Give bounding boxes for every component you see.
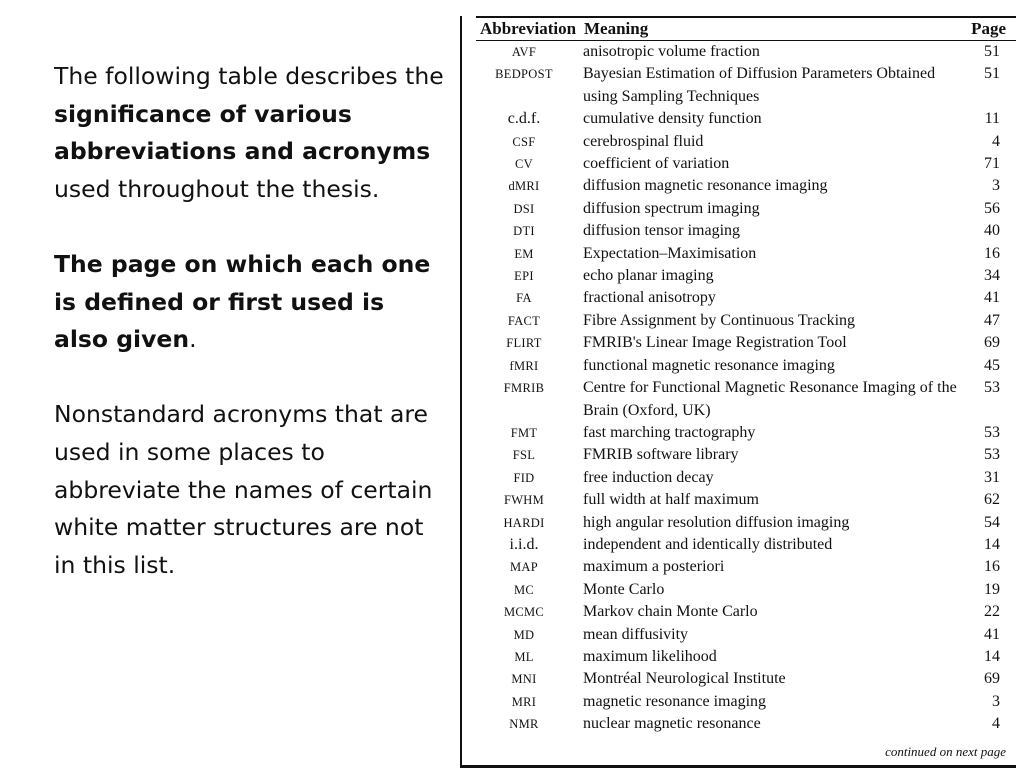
row-page: 11	[984, 110, 1000, 128]
row-meaning: echo planar imaging	[583, 267, 714, 285]
table-row	[460, 489, 1016, 511]
table-row	[460, 355, 1016, 377]
row-meaning: anisotropic volume fraction	[583, 43, 760, 60]
row-abbreviation: MC	[513, 582, 535, 597]
row-page: 47	[984, 311, 1000, 329]
row-meaning: Fibre Assignment by Continuous Tracking	[583, 311, 856, 329]
description-paragraph-1	[54, 58, 444, 208]
row-abbreviation: DSI	[513, 201, 535, 216]
table-row	[460, 377, 1016, 422]
row-page: 14	[984, 647, 1000, 665]
row-abbreviation: MAP	[510, 560, 538, 575]
p1-bold-text: significance of various abbreviations and acronyms	[54, 99, 431, 166]
table-row	[460, 63, 1016, 108]
row-page: 14	[984, 535, 1000, 553]
row-page: 51	[984, 65, 1000, 83]
row-page: 53	[984, 423, 1000, 441]
row-meaning: Montréal Neurological Institute	[583, 670, 786, 688]
row-page: 45	[984, 356, 1000, 374]
p1-text-before: The following table describes the	[54, 62, 444, 90]
row-meaning: nuclear magnetic resonance	[583, 715, 761, 733]
table-row	[460, 668, 1016, 690]
row-abbreviation: MNI	[511, 672, 537, 687]
row-abbreviation: EPI	[514, 269, 534, 284]
row-meaning: independent and identically distributed	[583, 535, 833, 553]
row-meaning: magnetic resonance imaging	[583, 692, 767, 710]
header-abbreviation: Abbreviation	[480, 19, 577, 38]
row-page: 62	[984, 491, 1000, 509]
row-abbreviation: FLIRT	[506, 336, 542, 351]
row-meaning: Centre for Functional Magnetic Resonance Imaging of the Brain (Oxford, UK)	[583, 379, 957, 419]
row-meaning: cerebrospinal fluid	[583, 132, 704, 150]
header-page: Page	[971, 19, 1006, 38]
row-abbreviation: FMT	[510, 425, 538, 440]
row-abbreviation: dMRI	[508, 179, 540, 194]
row-meaning: cumulative density function	[583, 110, 762, 128]
row-meaning: Expectation–Maximisation	[583, 244, 757, 262]
row-meaning: fractional anisotropy	[583, 289, 716, 307]
row-page: 51	[984, 43, 1000, 60]
row-page: 40	[984, 222, 1000, 240]
table-row	[460, 243, 1016, 265]
table-row	[460, 624, 1016, 646]
row-meaning: full width at half maximum	[583, 491, 759, 509]
row-page: 41	[984, 289, 1000, 307]
description-paragraph-2	[54, 246, 444, 359]
row-meaning: Bayesian Estimation of Diffusion Parameters Obtained using Sampling Techniques	[583, 65, 936, 105]
row-abbreviation: c.d.f.	[507, 110, 541, 128]
row-page: 16	[984, 244, 1000, 262]
table-row	[460, 175, 1016, 197]
row-page: 69	[984, 670, 1000, 688]
row-abbreviation: FA	[516, 291, 532, 306]
row-abbreviation: DTI	[513, 224, 535, 239]
header-meaning: Meaning	[584, 19, 649, 38]
table-row	[460, 108, 1016, 130]
p2-bold-text: The page on which each one is defined or first used is also given	[54, 249, 431, 354]
row-meaning: mean diffusivity	[583, 625, 689, 643]
row-page: 16	[984, 558, 1000, 576]
row-abbreviation: FMRIB	[503, 381, 545, 396]
continued-note: continued on next page	[885, 744, 1006, 759]
row-page: 41	[984, 625, 1000, 643]
abbreviations-table	[460, 16, 1016, 768]
table-row	[460, 713, 1016, 735]
row-page: 56	[984, 199, 1000, 217]
table-row	[460, 220, 1016, 242]
table-row	[460, 579, 1016, 601]
row-page: 3	[992, 177, 1000, 195]
table-row	[460, 512, 1016, 534]
row-abbreviation: EM	[514, 246, 534, 261]
row-page: 69	[984, 334, 1000, 352]
row-abbreviation: NMR	[509, 717, 539, 732]
row-meaning: diffusion tensor imaging	[583, 222, 741, 240]
row-page: 34	[984, 267, 1000, 285]
table-row	[460, 287, 1016, 309]
row-meaning: maximum a posteriori	[583, 558, 725, 576]
row-meaning: diffusion spectrum imaging	[583, 199, 760, 217]
table-row	[460, 422, 1016, 444]
table-body	[460, 41, 1016, 736]
row-page: 53	[984, 379, 1000, 397]
p2-text-after: .	[189, 325, 197, 354]
row-meaning: Markov chain Monte Carlo	[583, 603, 758, 621]
row-meaning: FMRIB's Linear Image Registration Tool	[583, 334, 847, 352]
row-meaning: fast marching tractography	[583, 423, 756, 441]
row-abbreviation: CV	[515, 157, 533, 172]
row-page: 53	[984, 446, 1000, 464]
row-page: 19	[984, 580, 1000, 598]
table-top-rule	[476, 16, 1016, 18]
row-meaning: high angular resolution diffusion imaging	[583, 513, 850, 531]
row-meaning: maximum likelihood	[583, 647, 717, 665]
row-abbreviation: i.i.d.	[509, 535, 539, 553]
table-row	[460, 556, 1016, 578]
table-row	[460, 310, 1016, 332]
row-page: 54	[984, 513, 1000, 531]
row-abbreviation: FSL	[512, 448, 536, 463]
table-row	[460, 332, 1016, 354]
row-abbreviation: MRI	[511, 694, 537, 709]
table-row	[460, 467, 1016, 489]
row-meaning: Monte Carlo	[583, 580, 665, 598]
table-row	[460, 41, 1016, 63]
table-row	[460, 198, 1016, 220]
row-abbreviation: ML	[514, 649, 534, 664]
table-row	[460, 534, 1016, 556]
p1-text-after: used throughout the thesis.	[54, 174, 380, 203]
row-page: 3	[992, 692, 1000, 710]
row-abbreviation: AVF	[511, 45, 537, 59]
table-row	[460, 265, 1016, 287]
description-paragraph-3: Nonstandard acronyms that are used in some places to abbreviate the names of certain white matter structures are not in this list.	[54, 400, 433, 579]
row-abbreviation: FACT	[507, 313, 541, 328]
row-abbreviation: BEDPOST	[495, 67, 553, 82]
row-abbreviation: HARDI	[503, 515, 545, 530]
row-page: 71	[984, 155, 1000, 173]
description-text	[54, 58, 444, 622]
row-abbreviation: FID	[513, 470, 535, 485]
table-row	[460, 691, 1016, 713]
table-row	[460, 646, 1016, 668]
row-page: 4	[992, 715, 1000, 733]
row-page: 22	[984, 603, 1000, 621]
row-meaning: FMRIB software library	[583, 446, 739, 464]
table-row	[460, 444, 1016, 466]
row-abbreviation: CSF	[512, 134, 536, 149]
row-meaning: coefficient of variation	[583, 155, 730, 173]
table-row	[460, 601, 1016, 623]
row-abbreviation: MD	[513, 627, 535, 642]
row-abbreviation: MCMC	[503, 605, 545, 620]
row-abbreviation: fMRI	[509, 358, 539, 373]
row-meaning: functional magnetic resonance imaging	[583, 356, 835, 374]
row-meaning: diffusion magnetic resonance imaging	[583, 177, 828, 195]
row-page: 31	[984, 468, 1000, 486]
row-abbreviation: FWHM	[503, 493, 545, 508]
table-row	[460, 131, 1016, 153]
row-meaning: free induction decay	[583, 468, 714, 486]
table-row	[460, 153, 1016, 175]
row-page: 4	[992, 132, 1000, 150]
